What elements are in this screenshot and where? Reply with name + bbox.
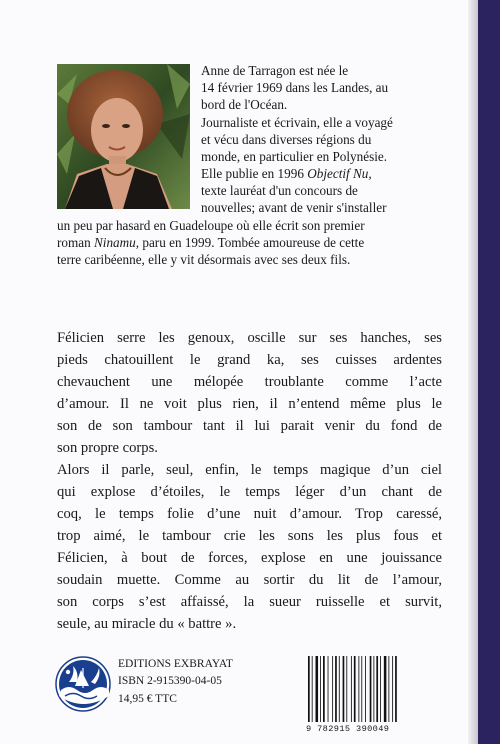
excerpt-line-11: Félicien, à bout de forces, explose en une jouissance (57, 550, 442, 566)
bio-line-1: Anne de Tarragon est née le (201, 63, 349, 78)
excerpt-line-13: son corps s’est affaissé, la sueur ruisselle et survit, (57, 594, 442, 610)
price: 14,95 € TTC (118, 693, 177, 705)
excerpt-line-12: soudain muette. Comme au sortir du lit de l’amour, (57, 572, 442, 588)
barcode (306, 656, 398, 726)
excerpt-line-3: chevauchent une mélopée troublante comme l’acte (57, 374, 442, 390)
bio-line-12: terre caribéenne, elle y vit désormais avec ses deux fils. (57, 252, 351, 267)
excerpt-line-5: son de son tambour tant il lui parait venir du fond de (57, 418, 442, 434)
bio-line-8: texte lauréat d'un concours de (201, 183, 358, 198)
bio-line-2: 14 février 1969 dans les Landes, au (201, 80, 389, 95)
excerpt-line-14: seule, au miracle du « battre ». (57, 616, 237, 632)
excerpt-line-4: d’amour. Il ne voit plus rien, il n’entend même plus le (57, 396, 442, 412)
author-photo (57, 64, 190, 209)
bio-line-11: roman Ninamu, paru en 1999. Tombée amoureuse de cette (57, 235, 365, 250)
bio-line-10: un peu par hasard en Guadeloupe où elle écrit son premier (57, 218, 365, 233)
excerpt-line-8: qui explose d’étoiles, le temps léger d’un chant de (57, 484, 442, 500)
book-title-objectif-nu: Objectif Nu, (307, 166, 372, 181)
publisher-name: EDITIONS EXBRAYAT (118, 658, 233, 670)
bio-line-4: Journaliste et écrivain, elle a voyagé (201, 115, 393, 130)
excerpt-line-6: son propre corps. (57, 440, 158, 456)
bio-line-3: bord de l'Océan. (201, 97, 288, 112)
excerpt-line-7: Alors il parle, seul, enfin, le temps magique d’un ciel (57, 462, 442, 478)
excerpt-line-2: pieds chatouillent le grand ka, ses cuisses ardentes (57, 352, 442, 368)
bio-line-7: Elle publie en 1996 Objectif Nu, (201, 166, 372, 181)
book-spine (478, 0, 500, 744)
excerpt-line-10: trop aimé, le tambour crie les sons les plus fous et (57, 528, 442, 544)
barcode-number: 9 782915 390049 (306, 724, 390, 734)
bio-line-9: nouvelles; avant de venir s'installer (201, 200, 387, 215)
excerpt-line-9: coq, le temps folie d’une nuit d’amour. Trop caressé, (57, 506, 442, 522)
isbn: ISBN 2-915390-04-05 (118, 675, 222, 687)
bio-line-5: et vécu dans diverses régions du (201, 132, 372, 147)
bio-line-6: monde, en particulier en Polynésie. (201, 149, 388, 164)
publisher-logo (55, 656, 111, 712)
book-title-ninamu: Ninamu (94, 235, 136, 250)
excerpt-line-1: Félicien serre les genoux, oscille sur ses hanches, ses (57, 330, 442, 346)
spine-shadow (468, 0, 478, 744)
